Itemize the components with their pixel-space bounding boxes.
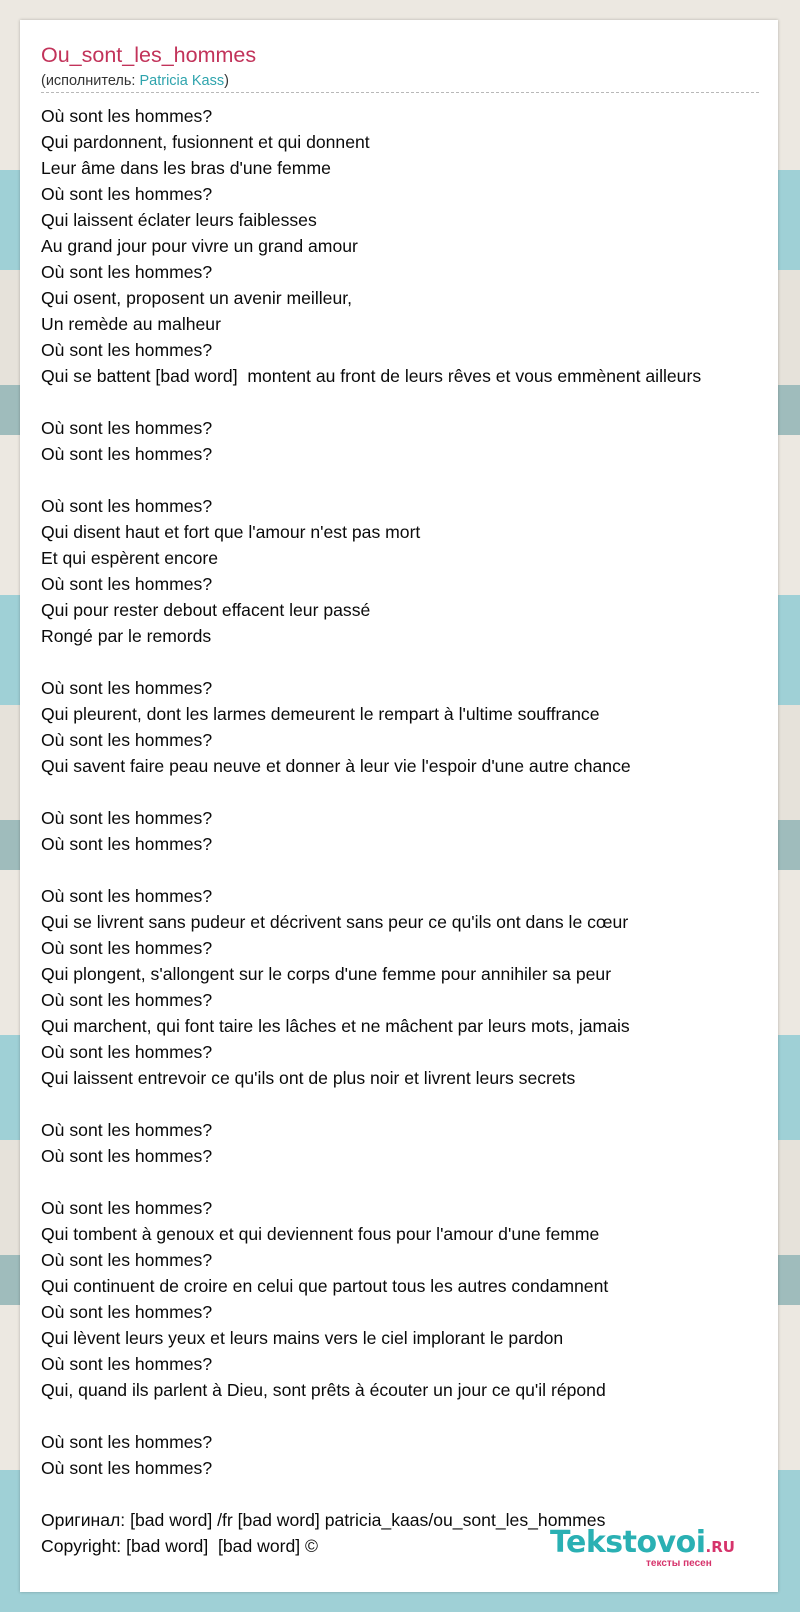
lyrics-line: Rongé par le remords	[41, 626, 212, 646]
lyrics-line: Qui pleurent, dont les larmes demeurent le rempart à l'ultime souffrance	[41, 704, 600, 724]
lyrics-blank-line	[41, 1169, 800, 1195]
lyrics-line: Qui se livrent sans pudeur et décrivent sans peur ce qu'ils ont dans le cœur	[41, 912, 629, 932]
lyrics-line: Où sont les hommes?	[41, 1250, 213, 1270]
lyrics-line: Où sont les hommes?	[41, 808, 213, 828]
lyrics-blank-line	[41, 389, 800, 415]
artist-suffix: )	[224, 73, 229, 89]
artist-line	[41, 72, 229, 90]
lyrics-line: Où sont les hommes?	[41, 340, 213, 360]
lyrics-line: Où sont les hommes?	[41, 1302, 213, 1322]
lyrics-line: Où sont les hommes?	[41, 1458, 213, 1478]
lyrics-line: Où sont les hommes?	[41, 886, 213, 906]
lyrics-text	[41, 103, 800, 1559]
lyrics-line: Où sont les hommes?	[41, 1354, 213, 1374]
lyrics-line: Où sont les hommes?	[41, 574, 213, 594]
lyrics-line: Qui osent, proposent un avenir meilleur,	[41, 288, 353, 308]
lyrics-blank-line	[41, 467, 800, 493]
lyrics-line: Qui plongent, s'allongent sur le corps d'une femme pour annihiler sa peur	[41, 964, 612, 984]
lyrics-line: Où sont les hommes?	[41, 1198, 213, 1218]
lyrics-line: Qui disent haut et fort que l'amour n'est pas mort	[41, 522, 421, 542]
lyrics-line: Et qui espèrent encore	[41, 548, 219, 568]
lyrics-line: Оригинал: [bad word] /fr [bad word] patricia_kaas/ou_sont_les_hommes	[41, 1510, 606, 1530]
song-title: Ou_sont_les_hommes	[41, 43, 257, 67]
lyrics-line: Leur âme dans les bras d'une femme	[41, 158, 331, 178]
lyrics-line: Où sont les hommes?	[41, 938, 213, 958]
lyrics-blank-line	[41, 649, 800, 675]
lyrics-line: Où sont les hommes?	[41, 990, 213, 1010]
lyrics-line: Où sont les hommes?	[41, 678, 213, 698]
lyrics-blank-line	[41, 1403, 800, 1429]
lyrics-line: Qui pour rester debout effacent leur passé	[41, 600, 371, 620]
lyrics-line: Où sont les hommes?	[41, 262, 213, 282]
lyrics-line: Où sont les hommes?	[41, 496, 213, 516]
logo-tagline: тексты песен	[646, 1558, 712, 1569]
lyrics-line: Où sont les hommes?	[41, 1042, 213, 1062]
lyrics-blank-line	[41, 857, 800, 883]
lyrics-line: Où sont les hommes?	[41, 1432, 213, 1452]
lyrics-line: Qui se battent [bad word] montent au front de leurs rêves et vous emmènent ailleurs	[41, 366, 702, 386]
lyrics-line: Qui, quand ils parlent à Dieu, sont prêts à écouter un jour ce qu'il répond	[41, 1380, 606, 1400]
lyrics-line: Qui lèvent leurs yeux et leurs mains vers le ciel implorant le pardon	[41, 1328, 564, 1348]
title-divider	[41, 92, 759, 93]
lyrics-line: Qui continuent de croire en celui que partout tous les autres condamnent	[41, 1276, 609, 1296]
logo-tld: .RU	[705, 1538, 735, 1556]
artist-prefix: (исполнитель:	[41, 73, 140, 89]
lyrics-line: Qui marchent, qui font taire les lâches et ne mâchent par leurs mots, jamais	[41, 1016, 630, 1036]
lyrics-line: Où sont les hommes?	[41, 418, 213, 438]
lyrics-line: Qui laissent éclater leurs faiblesses	[41, 210, 317, 230]
lyrics-line: Où sont les hommes?	[41, 184, 213, 204]
lyrics-blank-line	[41, 1091, 800, 1117]
lyrics-line: Qui pardonnent, fusionnent et qui donnent	[41, 132, 370, 152]
lyrics-blank-line	[41, 779, 800, 805]
lyrics-line: Copyright: [bad word] [bad word] ©	[41, 1536, 319, 1556]
artist-link[interactable]: Patricia Kass	[139, 73, 225, 89]
lyrics-blank-line	[41, 1481, 800, 1507]
lyrics-line: Qui tombent à genoux et qui deviennent fous pour l'amour d'une femme	[41, 1224, 600, 1244]
lyrics-line: Où sont les hommes?	[41, 444, 213, 464]
lyrics-line: Où sont les hommes?	[41, 106, 213, 126]
tekstovoi-logo[interactable]	[550, 1525, 760, 1571]
lyrics-line: Où sont les hommes?	[41, 1146, 213, 1166]
lyrics-line: Un remède au malheur	[41, 314, 221, 334]
lyrics-card	[20, 20, 778, 1592]
lyrics-line: Où sont les hommes?	[41, 834, 213, 854]
lyrics-line: Qui savent faire peau neuve et donner à leur vie l'espoir d'une autre chance	[41, 756, 631, 776]
lyrics-line: Au grand jour pour vivre un grand amour	[41, 236, 358, 256]
lyrics-line: Qui laissent entrevoir ce qu'ils ont de plus noir et livrent leurs secrets	[41, 1068, 576, 1088]
lyrics-line: Où sont les hommes?	[41, 1120, 213, 1140]
lyrics-line: Où sont les hommes?	[41, 730, 213, 750]
logo-main-text: Tekstovoi	[550, 1525, 706, 1560]
